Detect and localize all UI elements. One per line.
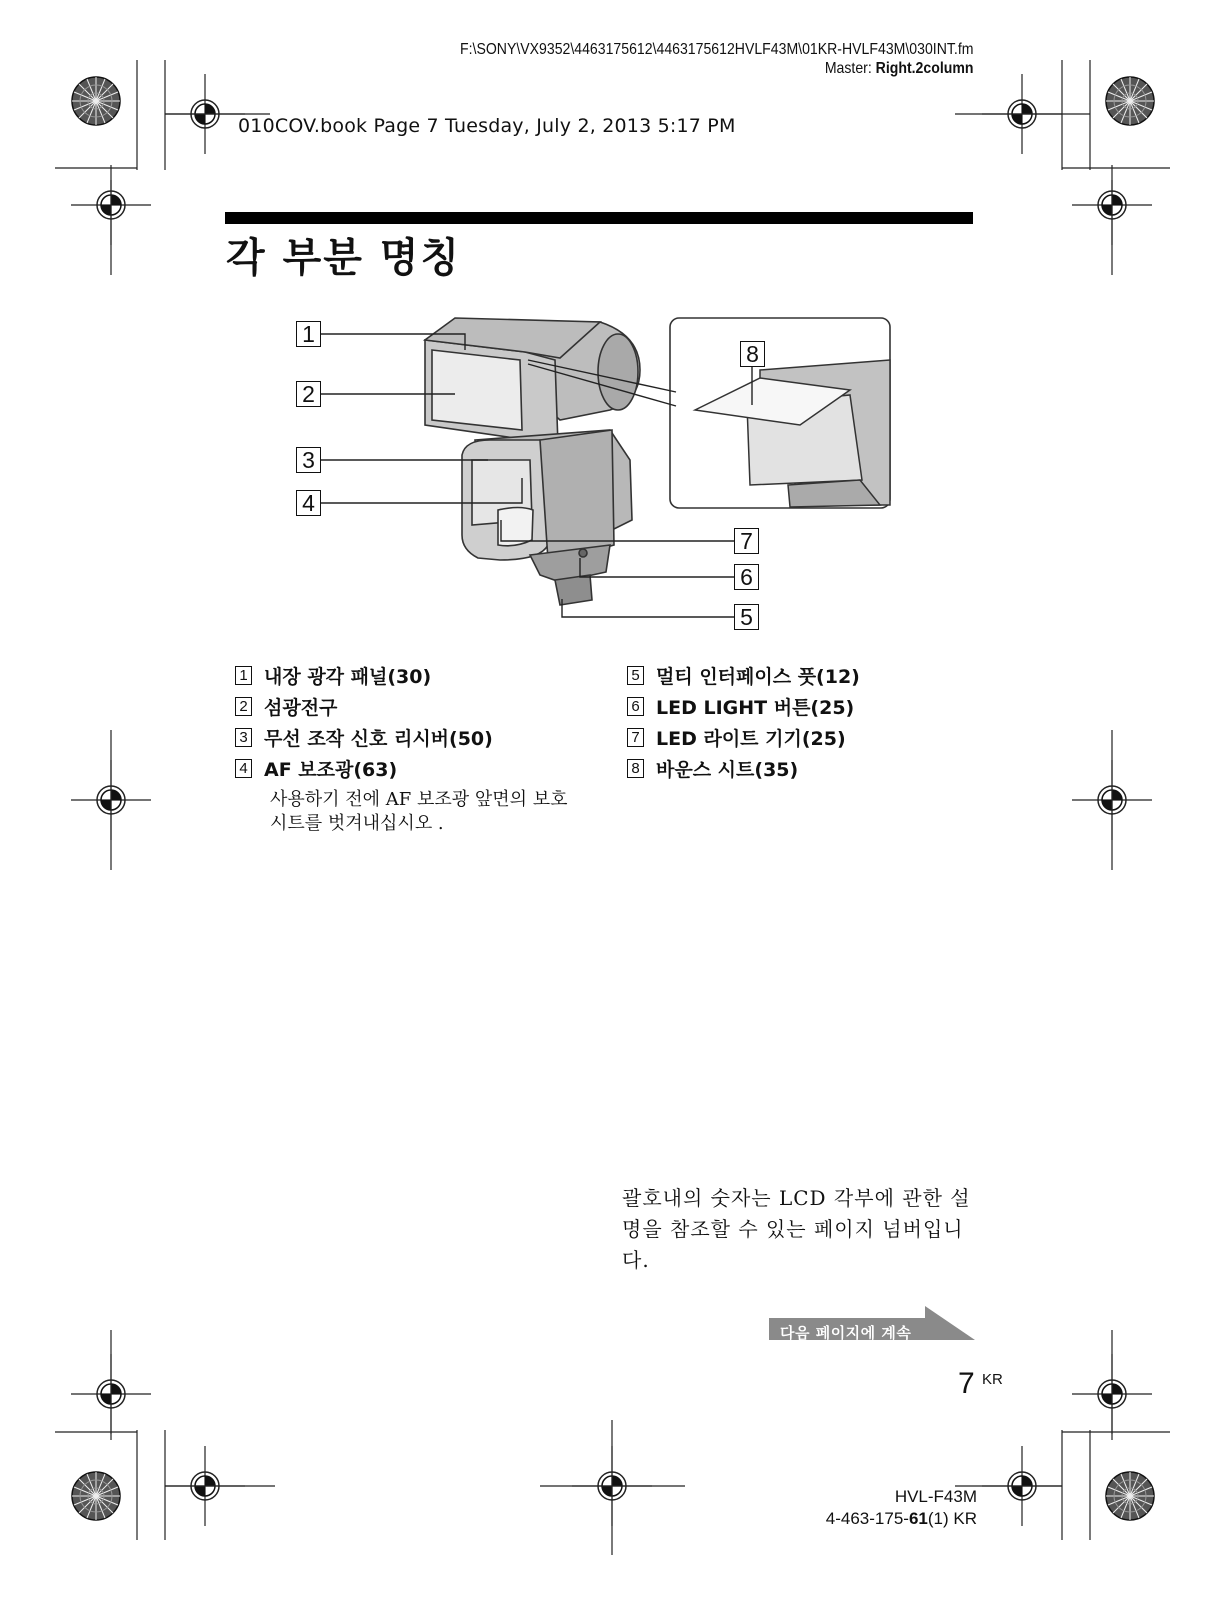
legend-num: 4 <box>235 759 252 778</box>
continue-label: 다음 페이지에 계속 <box>780 1324 912 1342</box>
page-number: 7 <box>958 1367 975 1400</box>
legend-item-6 <box>627 691 860 722</box>
callout-2: 2 <box>296 381 321 407</box>
legend-num: 7 <box>627 728 644 747</box>
legend-text: 내장 광각 패널(30) <box>264 666 432 688</box>
legend-text: LED 라이트 기기(25) <box>656 728 846 750</box>
legend-text: 바운스 시트(35) <box>656 759 799 781</box>
part-code-prefix: 4-463-175- <box>825 1509 909 1528</box>
page-title: 각 부분 명칭 <box>226 235 462 281</box>
model-name: HVL-F43M <box>894 1487 977 1506</box>
legend-num: 1 <box>235 666 252 685</box>
part-code-bold: 61 <box>908 1509 928 1528</box>
legend-text: 무선 조작 신호 리시버(50) <box>264 728 493 750</box>
master-value: Right.2column <box>875 60 973 77</box>
legend-item-5 <box>627 660 860 691</box>
legend-num: 3 <box>235 728 252 747</box>
callout-5: 5 <box>734 604 759 630</box>
legend-num: 8 <box>627 759 644 778</box>
callout-7: 7 <box>734 528 759 554</box>
legend-item-8 <box>627 753 860 784</box>
legend-text: 멀티 인터페이스 풋(12) <box>656 666 860 688</box>
legend-item-3 <box>235 722 590 753</box>
legend-left <box>235 660 590 836</box>
part-code <box>826 1508 977 1530</box>
callout-3: 3 <box>296 447 321 473</box>
part-code-suffix: (1) KR <box>927 1509 977 1528</box>
legend-right <box>627 660 860 784</box>
legend-num: 2 <box>235 697 252 716</box>
legend-text: AF 보조광(63) <box>264 759 398 781</box>
legend-text: 섬광전구 <box>264 697 338 719</box>
callout-1: 1 <box>296 321 321 347</box>
page-language-suffix: KR <box>982 1371 1003 1388</box>
legend-item-2 <box>235 691 590 722</box>
inset-illustration <box>695 360 890 507</box>
page-reference-note: 괄호내의 숫자는 LCD 각부에 관한 설명을 참조할 수 있는 페이지 넘버입니다. <box>622 1186 971 1272</box>
callout-4: 4 <box>296 490 321 516</box>
legend-item-7 <box>627 722 860 753</box>
model-footer <box>826 1486 977 1530</box>
legend-num: 6 <box>627 697 644 716</box>
flash-diagram <box>0 0 1225 640</box>
legend-item-4 <box>235 753 590 784</box>
file-path: F:\SONY\VX9352\4463175612\4463175612HVLF43M\01KR-HVLF43M\030INT.fm <box>459 41 973 58</box>
master-label: Master: <box>824 60 872 77</box>
callout-8: 8 <box>740 341 765 367</box>
legend-item-1 <box>235 660 590 691</box>
legend-text: LED LIGHT 버튼(25) <box>656 697 855 719</box>
legend-num: 5 <box>627 666 644 685</box>
callout-6: 6 <box>734 564 759 590</box>
af-note: 사용하기 전에 AF 보조광 앞면의 보호 시트를 벗겨내십시오 . <box>270 789 568 834</box>
book-info-line: 010COV.book Page 7 Tuesday, July 2, 2013 5:17 PM <box>238 115 736 137</box>
